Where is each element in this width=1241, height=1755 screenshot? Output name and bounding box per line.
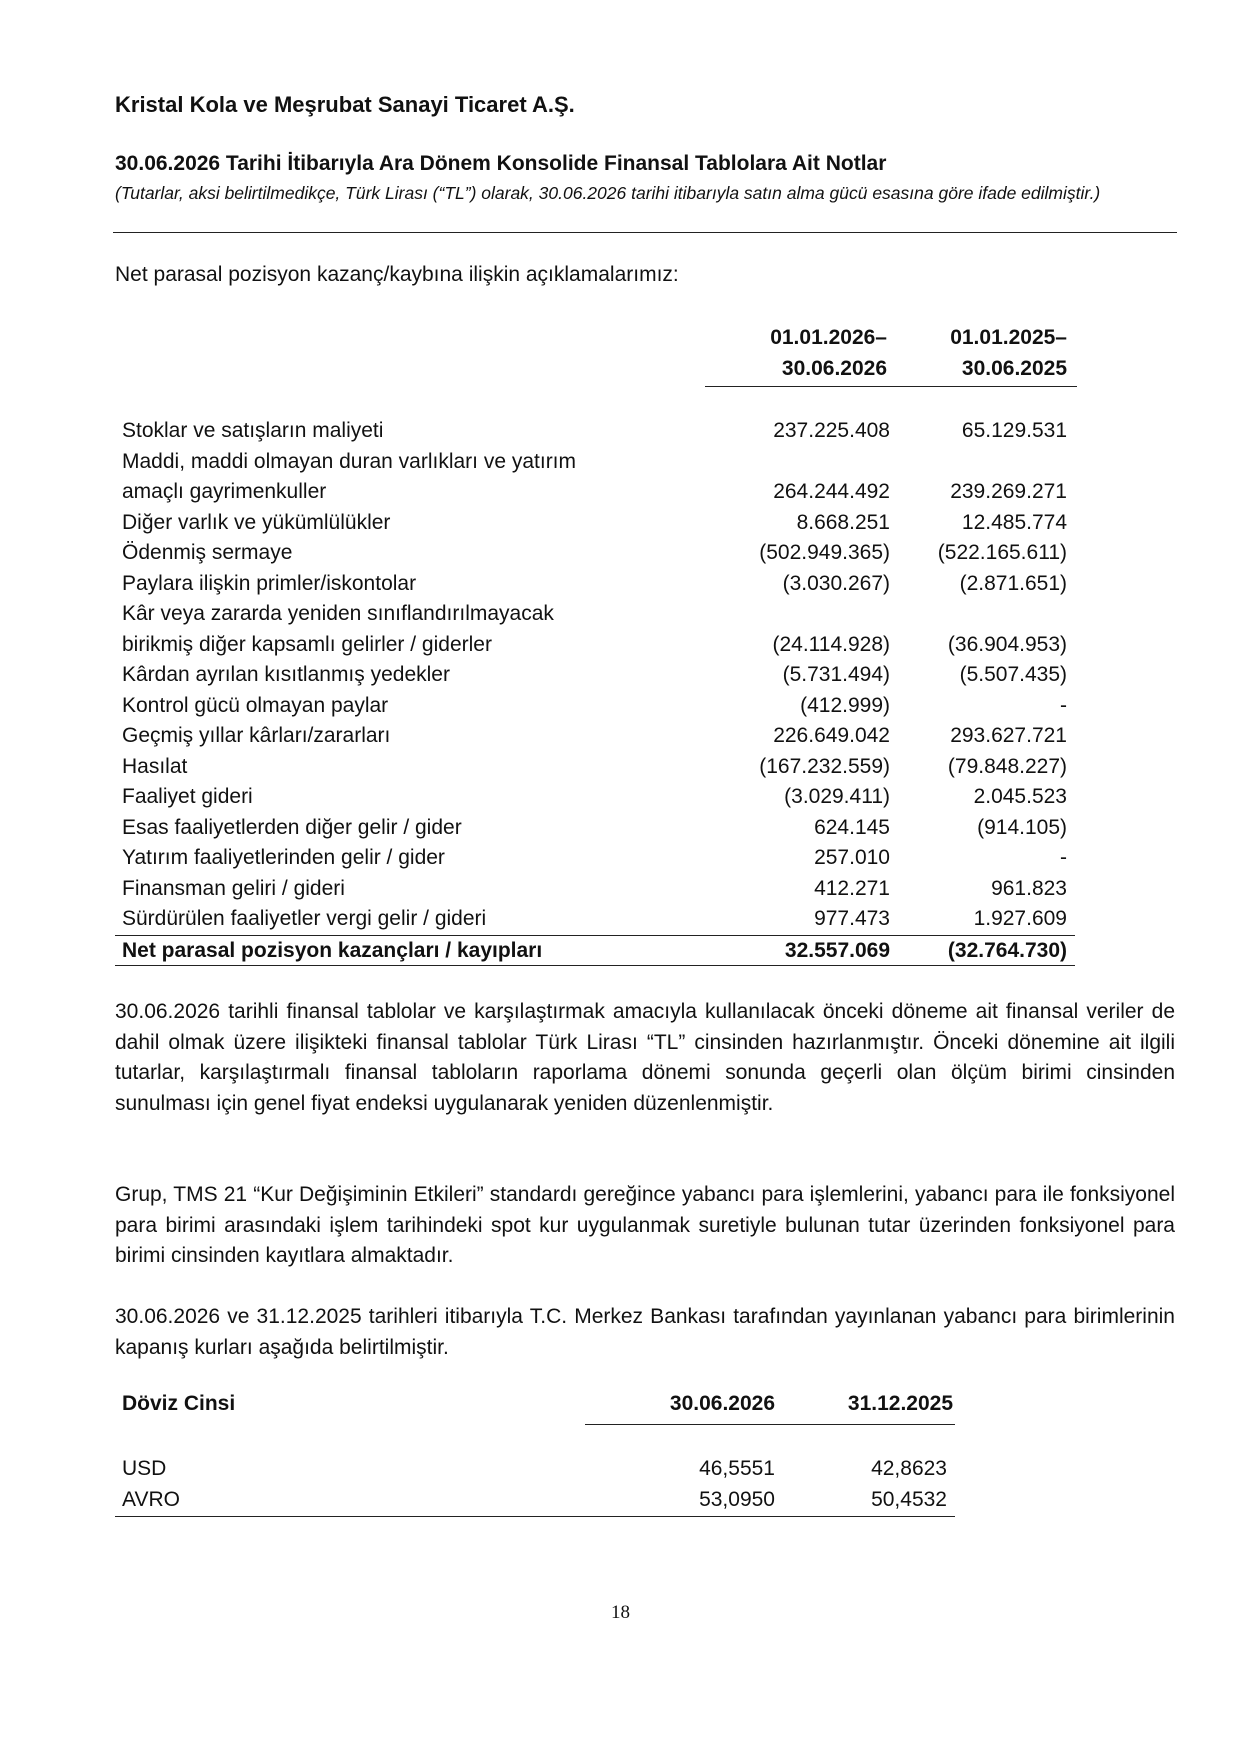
value-2025: (5.507.435) <box>959 663 1067 686</box>
table-bottom-rule <box>115 1516 955 1517</box>
table-row <box>115 416 1075 447</box>
rate-30062026: 46,5551 <box>699 1457 775 1480</box>
value-2025: - <box>1060 846 1067 869</box>
column-header-2025 <box>887 322 1067 384</box>
table-row <box>115 630 1075 661</box>
value-2026: 264.244.492 <box>773 480 890 503</box>
rate-31122025: 50,4532 <box>871 1487 947 1511</box>
header-underline <box>705 386 1077 387</box>
value-2025: (36.904.953) <box>947 632 1067 656</box>
row-label: Sürdürülen faaliyetler vergi gelir / gideri <box>122 907 487 930</box>
column-header-30062026: 30.06.2026 <box>669 1392 775 1415</box>
row-label: Kâr veya zararda yeniden sınıflandırılmayacak <box>122 602 554 625</box>
table-row <box>115 508 1075 539</box>
paragraph-presentation-basis: 30.06.2026 tarihli finansal tablolar ve karşılaştırmak amacıyla kullanılacak önceki döneme ait finansal veriler de dahil olmak üzere ilişikteki finansal tablolar Türk Lirası “TL” cinsinden hazırlanmıştır. Önceki dönemine ait ilgili tutarlar, karşılaştırmalı finansal tabloların raporlama dönemi sonunda geçerli olan ölçüm birimi cinsinden sunulması için genel fiyat endeksi uygulanarak yeniden düzenlenmiştir. <box>115 1000 1175 1115</box>
currency-label: AVRO <box>122 1487 180 1511</box>
table-row <box>115 874 1075 905</box>
column-header-2026 <box>707 322 887 384</box>
column-header-31122025: 31.12.2025 <box>847 1392 953 1415</box>
row-label: Paylara ilişkin primler/iskontolar <box>122 571 417 595</box>
intro-text: Net parasal pozisyon kazanç/kaybına ilişkin açıklamalarımız: <box>115 263 679 286</box>
table-body <box>115 416 1075 966</box>
notes-subtitle: (Tutarlar, aksi belirtilmedikçe, Türk Lirası (“TL”) olarak, 30.06.2026 tarihi itibarıyla satın alma gücü esasına göre ifade edilmiştir.) <box>115 183 1101 203</box>
table-row <box>115 660 1075 691</box>
row-label: Yatırım faaliyetlerinden gelir / gider <box>122 846 445 869</box>
table-row <box>115 477 1075 508</box>
company-name: Kristal Kola ve Meşrubat Sanayi Ticaret A.Ş. <box>115 92 575 117</box>
table-row <box>115 782 1075 813</box>
paragraph-exchange-rates: 30.06.2026 ve 31.12.2025 tarihleri itibarıyla T.C. Merkez Bankası tarafından yayınlanan yabancı para birimlerinin kapanış kurları aşağıda belirtilmiştir. <box>115 1305 1175 1359</box>
table-row <box>115 599 1075 630</box>
currency-header: Döviz Cinsi <box>122 1392 236 1415</box>
column-header-2025-line2: 30.06.2025 <box>961 357 1067 380</box>
value-2025: 293.627.721 <box>950 724 1067 747</box>
value-2025: (914.105) <box>977 815 1067 839</box>
value-2026: 624.145 <box>814 815 890 839</box>
total-label: Net parasal pozisyon kazançları / kayıpları <box>122 938 543 962</box>
value-2026: 412.271 <box>814 876 890 900</box>
value-2025: (79.848.227) <box>947 754 1067 778</box>
table-row <box>115 447 1075 478</box>
value-2025: 2.045.523 <box>973 785 1067 808</box>
total-2026: 32.557.069 <box>784 938 890 962</box>
row-label: amaçlı gayrimenkuller <box>122 480 327 503</box>
header-underline <box>585 1424 955 1425</box>
row-label: Stoklar ve satışların maliyeti <box>122 419 384 442</box>
total-row <box>115 935 1075 966</box>
currency-label: USD <box>122 1457 167 1480</box>
row-label: Ödenmiş sermaye <box>122 541 293 564</box>
table-row <box>115 843 1075 874</box>
value-2026: 8.668.251 <box>796 510 890 534</box>
row-label: Finansman geliri / gideri <box>122 876 345 900</box>
row-label: Diğer varlık ve yükümlülükler <box>122 510 391 534</box>
row-label: Hasılat <box>122 754 188 778</box>
value-2026: (167.232.559) <box>759 754 890 778</box>
value-2026: (502.949.365) <box>759 541 890 564</box>
value-2025: 65.129.531 <box>961 419 1067 442</box>
table-row <box>115 569 1075 600</box>
row-label: Esas faaliyetlerden diğer gelir / gider <box>122 815 462 839</box>
row-label: Kârdan ayrılan kısıtlanmış yedekler <box>122 663 450 686</box>
table-row <box>115 813 1075 844</box>
value-2025: 239.269.271 <box>950 480 1067 503</box>
value-2026: (5.731.494) <box>782 663 890 686</box>
header-divider <box>113 232 1177 233</box>
table-body <box>115 1454 955 1515</box>
value-2025: 12.485.774 <box>961 510 1067 534</box>
row-label: Kontrol gücü olmayan paylar <box>122 693 389 717</box>
table-row <box>115 752 1075 783</box>
value-2026: (3.030.267) <box>782 571 890 595</box>
table-row <box>115 691 1075 722</box>
row-label: Maddi, maddi olmayan duran varlıkları ve yatırım <box>122 449 577 473</box>
value-2025: 1.927.609 <box>973 907 1067 930</box>
page-number: 18 <box>611 1602 630 1623</box>
column-header-2026-line2: 30.06.2026 <box>781 357 887 380</box>
paragraph-fx-transactions: Grup, TMS 21 “Kur Değişiminin Etkileri” standardı gereğince yabancı para işlemlerini, yabancı para ile fonksiyonel para birimi arasındaki işlem tarihindeki spot kur uygulanmak suretiyle bulunan tutar üzerinden fonksiyonel para birimi cinsinden kayıtlara almaktadır. <box>115 1183 1175 1267</box>
table-row <box>115 721 1075 752</box>
value-2026: 226.649.042 <box>773 724 890 747</box>
value-2026: 977.473 <box>814 907 890 930</box>
column-header-2026-line1: 01.01.2026– <box>770 326 887 349</box>
table-row <box>115 1454 955 1485</box>
value-2025: - <box>1060 693 1067 717</box>
value-2026: (3.029.411) <box>784 785 890 808</box>
value-2025: (2.871.651) <box>959 571 1067 595</box>
row-label: Geçmiş yıllar kârları/zararları <box>122 724 391 747</box>
value-2026: (24.114.928) <box>772 632 890 656</box>
rate-30062026: 53,0950 <box>699 1487 775 1511</box>
value-2026: 257.010 <box>814 846 890 869</box>
column-header-2025-line1: 01.01.2025– <box>950 326 1067 349</box>
value-2026: (412.999) <box>800 693 890 717</box>
row-label: birikmiş diğer kapsamlı gelirler / giderler <box>122 632 492 656</box>
value-2025: 961.823 <box>991 876 1067 900</box>
table-row <box>115 904 1075 935</box>
value-2026: 237.225.408 <box>773 419 890 442</box>
notes-title: 30.06.2026 Tarihi İtibarıyla Ara Dönem Konsolide Finansal Tablolara Ait Notlar <box>115 152 887 175</box>
total-2025: (32.764.730) <box>947 938 1067 962</box>
row-label: Faaliyet gideri <box>122 785 253 808</box>
rate-31122025: 42,8623 <box>871 1457 947 1480</box>
value-2025: (522.165.611) <box>937 541 1067 564</box>
table-row <box>115 1485 955 1516</box>
table-row <box>115 538 1075 569</box>
